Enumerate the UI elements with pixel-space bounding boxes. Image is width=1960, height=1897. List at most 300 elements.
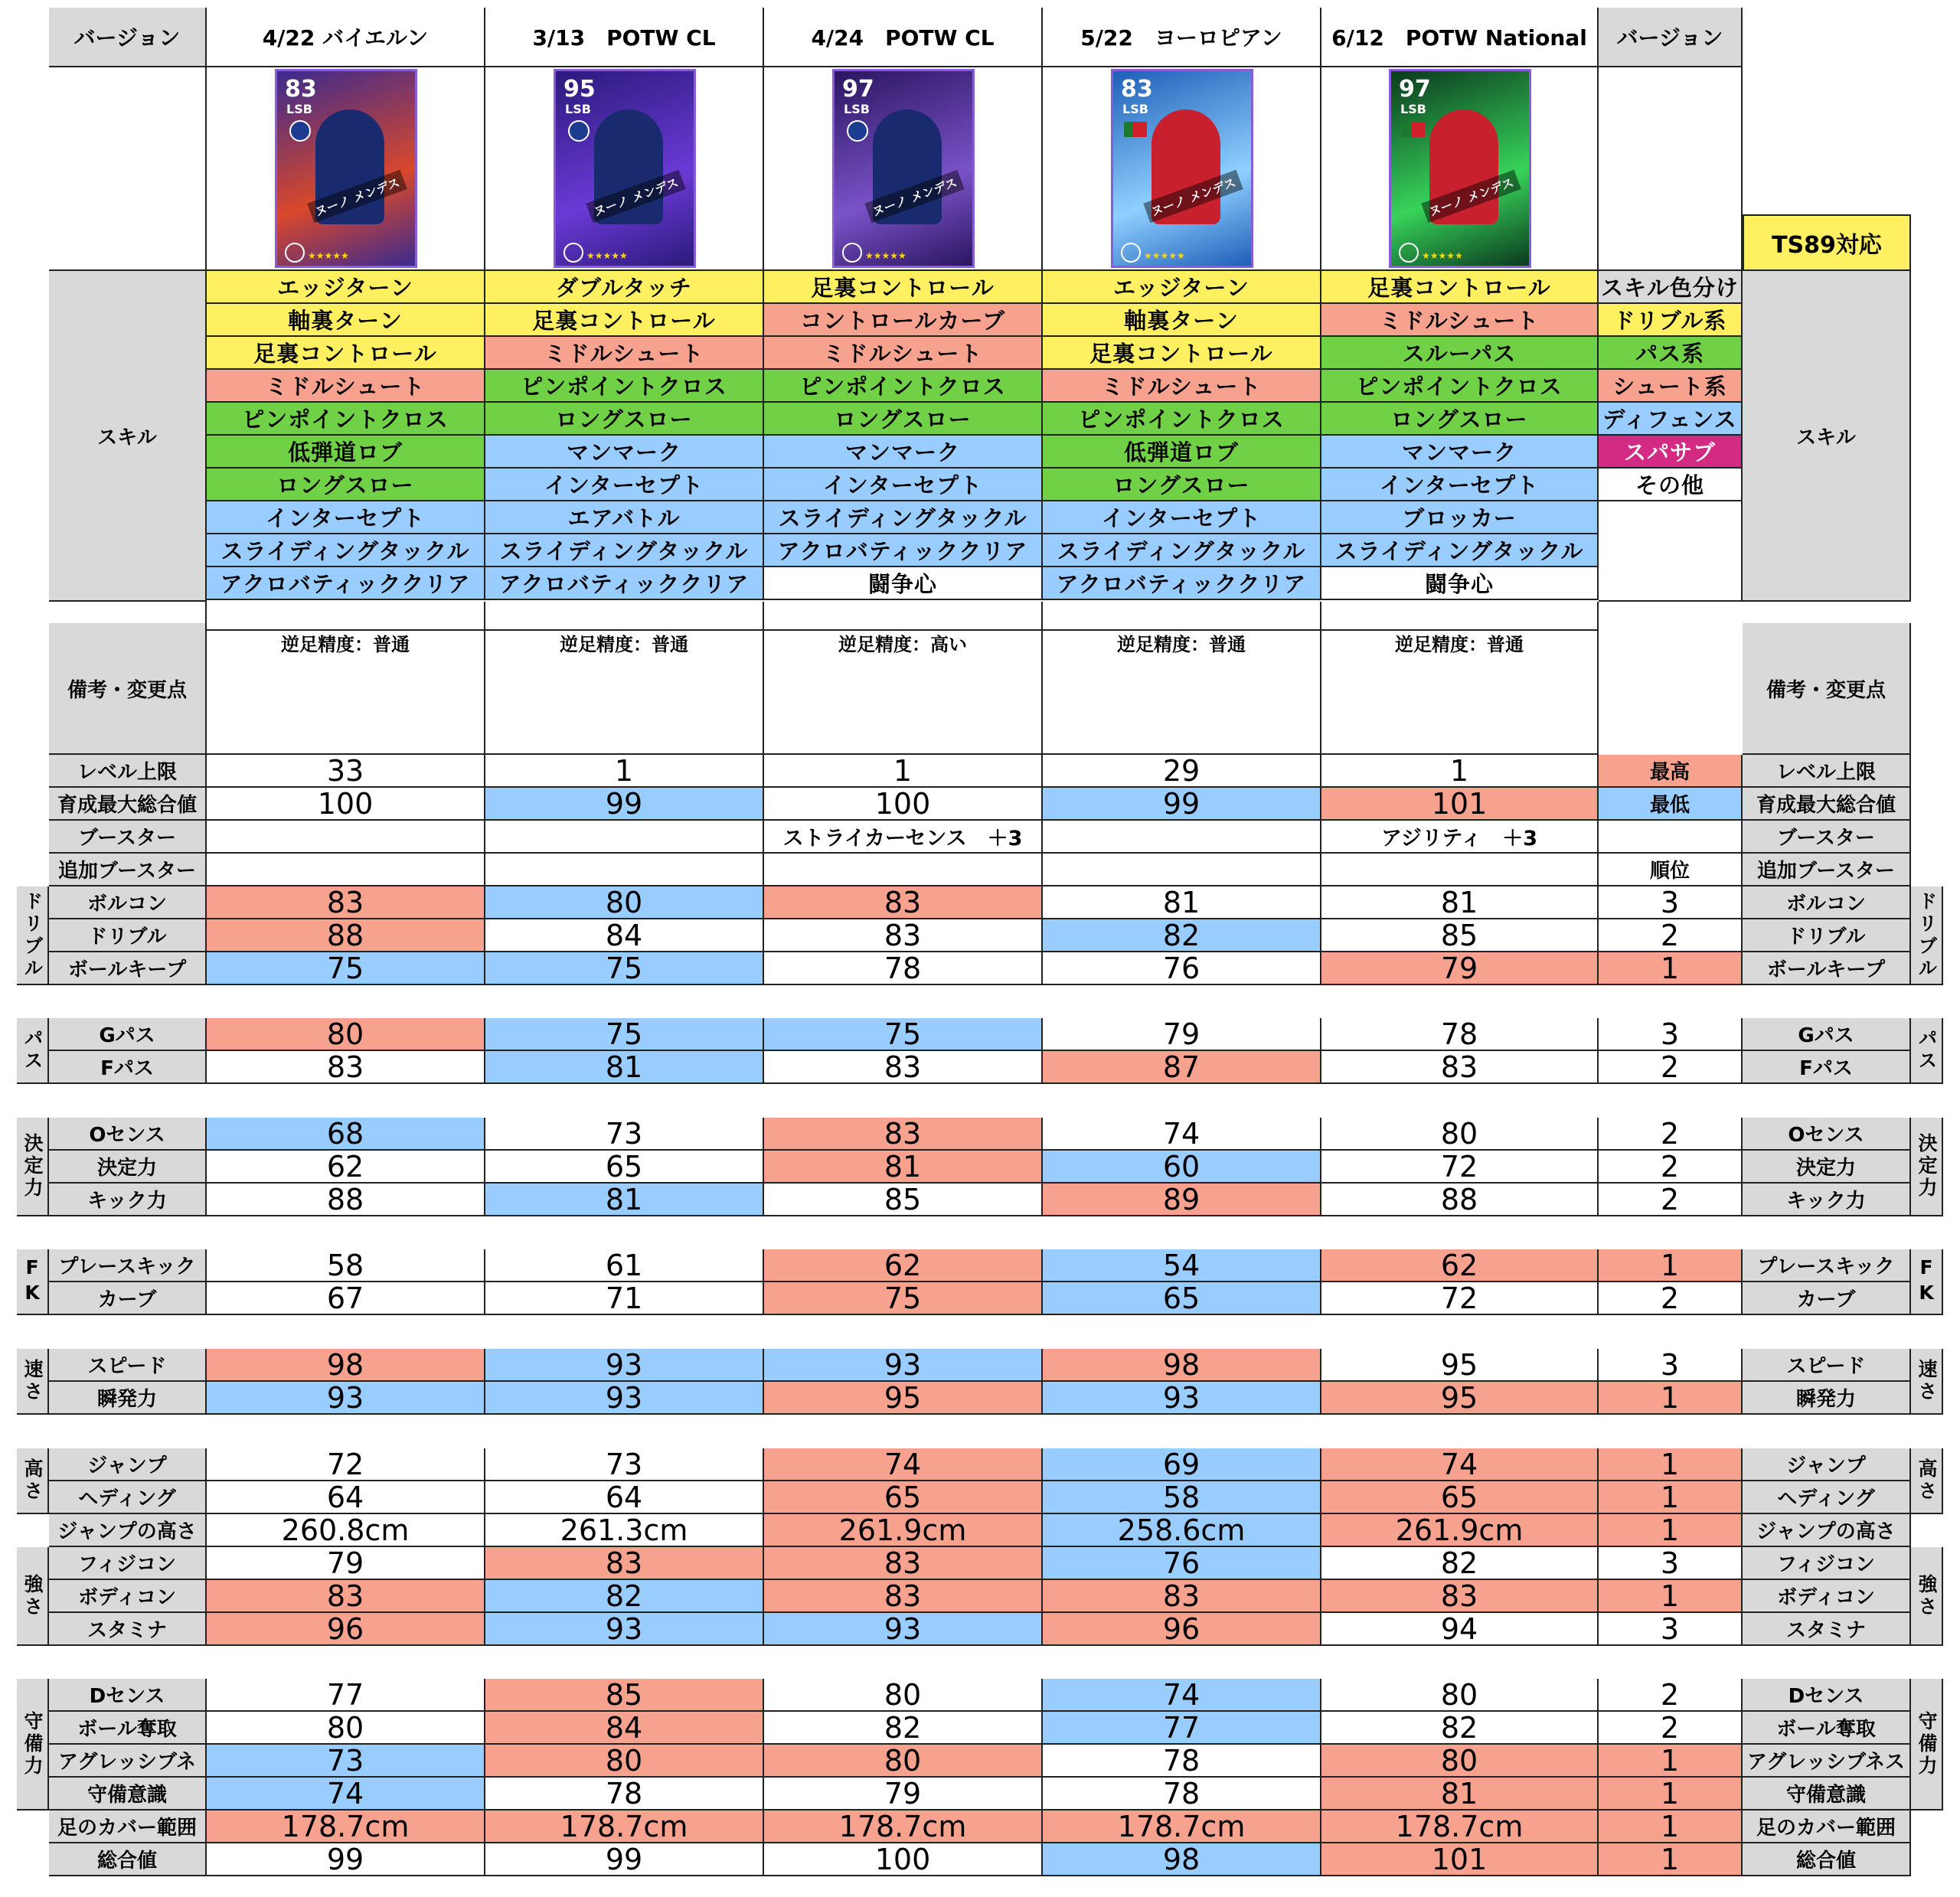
stat-value: 82 bbox=[764, 1712, 1043, 1745]
stat-value: 88 bbox=[1321, 1184, 1599, 1216]
stat-value: 85 bbox=[1321, 919, 1599, 952]
stat-value: 64 bbox=[485, 1481, 764, 1514]
stat-value: 98 bbox=[1043, 1349, 1321, 1382]
stat-label-right: Oセンス bbox=[1743, 1118, 1911, 1151]
stat-value: 83 bbox=[764, 1118, 1043, 1151]
skill-cell: アクロバティッククリア bbox=[764, 534, 1043, 567]
stat-value: 65 bbox=[764, 1481, 1043, 1514]
stat-label-right: 瞬発力 bbox=[1743, 1382, 1911, 1415]
rank-cell: 3 bbox=[1599, 1349, 1743, 1382]
club-crest-icon bbox=[289, 120, 311, 142]
skills-label-left: スキル bbox=[49, 271, 207, 602]
stat-value: 100 bbox=[764, 1843, 1043, 1876]
stat-label: Dセンス bbox=[49, 1679, 207, 1712]
stat-label-right: アグレッシブネス bbox=[1743, 1745, 1911, 1778]
stat-value: 178.7cm bbox=[1043, 1810, 1321, 1843]
group-label-left: 守備力 bbox=[17, 1679, 49, 1810]
skill-legend-item: スキル色分け bbox=[1599, 271, 1743, 304]
version-header: 4/22 バイエルン bbox=[207, 8, 485, 67]
stat-value: 58 bbox=[1043, 1481, 1321, 1514]
value-cell: 1 bbox=[485, 755, 764, 788]
stat-label-right: ボルコン bbox=[1743, 886, 1911, 919]
stat-value: 72 bbox=[1321, 1282, 1599, 1315]
weak-foot-note: 逆足精度：高い bbox=[764, 623, 1043, 755]
value-cell bbox=[1321, 854, 1599, 886]
rank-cell: 2 bbox=[1599, 1151, 1743, 1184]
stat-label: ドリブル bbox=[49, 919, 207, 952]
version-header: 6/12 POTW National bbox=[1321, 8, 1599, 67]
value-cell: 101 bbox=[1321, 788, 1599, 821]
ts89-badge: TS89対応 bbox=[1743, 214, 1911, 271]
group-label-right: パス bbox=[1911, 1018, 1943, 1084]
version-header: 3/13 POTW CL bbox=[485, 8, 764, 67]
value-cell bbox=[764, 854, 1043, 886]
stat-label: Oセンス bbox=[49, 1118, 207, 1151]
stat-value: 80 bbox=[1321, 1679, 1599, 1712]
skill-legend-item: スパサブ bbox=[1599, 436, 1743, 469]
rarity-stars-icon: ★★★★★ bbox=[865, 250, 906, 261]
skill-cell: ピンポイントクロス bbox=[764, 370, 1043, 403]
card-player-name: ヌーノ メンデス bbox=[864, 170, 964, 223]
stat-label-right: キック力 bbox=[1743, 1184, 1911, 1216]
rank-cell: 2 bbox=[1599, 1184, 1743, 1216]
stat-value: 95 bbox=[764, 1382, 1043, 1415]
game-logo-icon bbox=[564, 243, 583, 263]
group-label-left: 速さ bbox=[17, 1349, 49, 1415]
skill-cell: ピンポイントクロス bbox=[1043, 403, 1321, 436]
rank-cell: 2 bbox=[1599, 1118, 1743, 1151]
stat-value: 83 bbox=[764, 1580, 1043, 1613]
stat-value: 74 bbox=[764, 1448, 1043, 1481]
card-row-side bbox=[1599, 67, 1743, 271]
version-header-right: バージョン bbox=[1599, 8, 1743, 67]
stat-label-right: カーブ bbox=[1743, 1282, 1911, 1315]
rank-cell: 1 bbox=[1599, 1448, 1743, 1481]
row-label: レベル上限 bbox=[49, 755, 207, 788]
skill-cell: インターセプト bbox=[485, 469, 764, 501]
skill-cell: 足裏コントロール bbox=[764, 271, 1043, 304]
stat-value: 80 bbox=[207, 1018, 485, 1051]
card-position: LSB bbox=[1122, 102, 1148, 116]
side-cell: 最低 bbox=[1599, 788, 1743, 821]
stat-value: 60 bbox=[1043, 1151, 1321, 1184]
skill-cell: 足裏コントロール bbox=[1321, 271, 1599, 304]
skill-cell: 足裏コントロール bbox=[485, 304, 764, 337]
skill-cell: マンマーク bbox=[764, 436, 1043, 469]
skill-cell: 軸裏ターン bbox=[1043, 304, 1321, 337]
stat-value: 74 bbox=[1043, 1118, 1321, 1151]
stat-value: 261.9cm bbox=[764, 1514, 1043, 1547]
stat-value: 72 bbox=[207, 1448, 485, 1481]
skill-cell: インターセプト bbox=[764, 469, 1043, 501]
stat-label: ボール奪取 bbox=[49, 1712, 207, 1745]
skill-cell: インターセプト bbox=[1321, 469, 1599, 501]
stat-value: 78 bbox=[485, 1778, 764, 1810]
stat-label: Gパス bbox=[49, 1018, 207, 1051]
card-rating: 95 bbox=[564, 76, 596, 103]
skill-cell: ミドルシュート bbox=[485, 337, 764, 370]
skill-legend-item: その他 bbox=[1599, 469, 1743, 501]
stat-label-right: 足のカバー範囲 bbox=[1743, 1810, 1911, 1843]
value-cell: 100 bbox=[764, 788, 1043, 821]
stat-label-right: ヘディング bbox=[1743, 1481, 1911, 1514]
stat-value: 78 bbox=[1043, 1778, 1321, 1810]
stat-value: 79 bbox=[207, 1547, 485, 1580]
stat-value: 78 bbox=[1321, 1018, 1599, 1051]
rarity-stars-icon: ★★★★★ bbox=[586, 250, 628, 261]
row-label: 育成最大総合値 bbox=[49, 788, 207, 821]
stat-value: 74 bbox=[207, 1778, 485, 1810]
game-logo-icon bbox=[842, 243, 862, 263]
notes-label-left: 備考・変更点 bbox=[49, 623, 207, 755]
group-label-left: 高さ bbox=[17, 1448, 49, 1514]
group-label-right: FK bbox=[1911, 1249, 1943, 1315]
stat-value: 75 bbox=[485, 952, 764, 985]
stat-value: 61 bbox=[485, 1249, 764, 1282]
card-rating: 97 bbox=[1399, 76, 1431, 103]
skill-cell: ロングスロー bbox=[764, 403, 1043, 436]
skill-cell: ミドルシュート bbox=[207, 370, 485, 403]
stat-value: 78 bbox=[1043, 1745, 1321, 1778]
rarity-stars-icon: ★★★★★ bbox=[308, 250, 349, 261]
group-label-left: 決定力 bbox=[17, 1118, 49, 1216]
stat-value: 88 bbox=[207, 1184, 485, 1216]
value-cell: 99 bbox=[1043, 788, 1321, 821]
stat-label-right: ジャンプ bbox=[1743, 1448, 1911, 1481]
rank-cell: 1 bbox=[1599, 1580, 1743, 1613]
stat-value: 82 bbox=[1321, 1712, 1599, 1745]
skill-cell: エッジターン bbox=[1043, 271, 1321, 304]
rarity-stars-icon: ★★★★★ bbox=[1144, 250, 1185, 261]
stat-value: 62 bbox=[1321, 1249, 1599, 1282]
card-player-name: ヌーノ メンデス bbox=[586, 170, 685, 223]
skill-cell: ピンポイントクロス bbox=[207, 403, 485, 436]
weak-foot-note: 逆足精度：普通 bbox=[485, 623, 764, 755]
stat-label: アグレッシブネ bbox=[49, 1745, 207, 1778]
stat-value: 62 bbox=[764, 1249, 1043, 1282]
stat-value: 65 bbox=[1043, 1282, 1321, 1315]
version-header: 4/24 POTW CL bbox=[764, 8, 1043, 67]
stat-label: キック力 bbox=[49, 1184, 207, 1216]
value-cell bbox=[1043, 854, 1321, 886]
card-rating: 83 bbox=[1121, 76, 1153, 103]
stat-value: 93 bbox=[764, 1349, 1043, 1382]
stat-value: 81 bbox=[1321, 1778, 1599, 1810]
rank-cell: 2 bbox=[1599, 1051, 1743, 1084]
stat-value: 83 bbox=[207, 1580, 485, 1613]
stat-value: 67 bbox=[207, 1282, 485, 1315]
rank-cell: 2 bbox=[1599, 1282, 1743, 1315]
stat-label: ボールキープ bbox=[49, 952, 207, 985]
value-cell bbox=[485, 854, 764, 886]
stat-value: 87 bbox=[1043, 1051, 1321, 1084]
skill-cell: スライディングタックル bbox=[207, 534, 485, 567]
stat-value: 79 bbox=[764, 1778, 1043, 1810]
skill-cell: 足裏コントロール bbox=[207, 337, 485, 370]
stat-value: 93 bbox=[1043, 1382, 1321, 1415]
skills-label-right: スキル bbox=[1743, 271, 1911, 602]
stat-value: 93 bbox=[485, 1613, 764, 1646]
stat-label: 瞬発力 bbox=[49, 1382, 207, 1415]
stat-value: 83 bbox=[207, 1051, 485, 1084]
player-card-image bbox=[554, 69, 696, 268]
group-label-right: 決定力 bbox=[1911, 1118, 1943, 1216]
stat-value: 82 bbox=[1321, 1547, 1599, 1580]
notes-label-right: 備考・変更点 bbox=[1743, 623, 1911, 755]
rank-cell: 1 bbox=[1599, 1382, 1743, 1415]
stat-label: カーブ bbox=[49, 1282, 207, 1315]
rank-cell: 1 bbox=[1599, 1514, 1743, 1547]
stat-value: 68 bbox=[207, 1118, 485, 1151]
stat-value: 83 bbox=[207, 886, 485, 919]
group-label-left: FK bbox=[17, 1249, 49, 1315]
stat-value: 75 bbox=[485, 1018, 764, 1051]
stat-value: 80 bbox=[485, 886, 764, 919]
skill-cell: ダブルタッチ bbox=[485, 271, 764, 304]
stat-value: 178.7cm bbox=[764, 1810, 1043, 1843]
skill-cell: 低弾道ロブ bbox=[1043, 436, 1321, 469]
stat-label: ボディコン bbox=[49, 1580, 207, 1613]
card-position: LSB bbox=[844, 102, 870, 116]
stat-value: 83 bbox=[1043, 1580, 1321, 1613]
skill-cell: ミドルシュート bbox=[1043, 370, 1321, 403]
skill-cell: ロングスロー bbox=[207, 469, 485, 501]
side-cell bbox=[1599, 821, 1743, 854]
stat-value: 74 bbox=[1321, 1448, 1599, 1481]
skill-legend-item: パス系 bbox=[1599, 337, 1743, 370]
stat-label: フィジコン bbox=[49, 1547, 207, 1580]
stat-value: 77 bbox=[1043, 1712, 1321, 1745]
rank-cell: 1 bbox=[1599, 1745, 1743, 1778]
stat-value: 260.8cm bbox=[207, 1514, 485, 1547]
value-cell: 100 bbox=[207, 788, 485, 821]
stat-label-right: ボール奪取 bbox=[1743, 1712, 1911, 1745]
stat-value: 71 bbox=[485, 1282, 764, 1315]
stat-value: 261.9cm bbox=[1321, 1514, 1599, 1547]
stat-label: 総合値 bbox=[49, 1843, 207, 1876]
skill-cell: インターセプト bbox=[207, 501, 485, 534]
player-card-image bbox=[1389, 69, 1531, 268]
skill-cell: 軸裏ターン bbox=[207, 304, 485, 337]
stat-label-right: スタミナ bbox=[1743, 1613, 1911, 1646]
stat-value: 178.7cm bbox=[1321, 1810, 1599, 1843]
skill-cell: ミドルシュート bbox=[1321, 304, 1599, 337]
skill-cell: 闘争心 bbox=[764, 567, 1043, 600]
skill-cell: インターセプト bbox=[1043, 501, 1321, 534]
game-logo-icon bbox=[1121, 243, 1141, 263]
card-rating: 83 bbox=[285, 76, 317, 103]
stat-value: 83 bbox=[1321, 1580, 1599, 1613]
stat-value: 82 bbox=[1043, 919, 1321, 952]
stat-value: 80 bbox=[207, 1712, 485, 1745]
stat-value: 93 bbox=[485, 1382, 764, 1415]
player-card-image bbox=[832, 69, 975, 268]
stat-value: 83 bbox=[764, 919, 1043, 952]
stat-value: 83 bbox=[485, 1547, 764, 1580]
stat-value: 88 bbox=[207, 919, 485, 952]
row-label: 追加ブースター bbox=[49, 854, 207, 886]
stat-value: 83 bbox=[764, 1051, 1043, 1084]
stat-value: 94 bbox=[1321, 1613, 1599, 1646]
stat-value: 75 bbox=[764, 1018, 1043, 1051]
stat-label-right: 守備意識 bbox=[1743, 1778, 1911, 1810]
nation-flag-icon bbox=[1402, 122, 1425, 137]
skill-legend-item: ディフェンス bbox=[1599, 403, 1743, 436]
skill-cell: 低弾道ロブ bbox=[207, 436, 485, 469]
stat-value: 98 bbox=[1043, 1843, 1321, 1876]
stat-label: 足のカバー範囲 bbox=[49, 1810, 207, 1843]
stat-label-right: Gパス bbox=[1743, 1018, 1911, 1051]
stat-label: ジャンプ bbox=[49, 1448, 207, 1481]
stat-label: スピード bbox=[49, 1349, 207, 1382]
stat-value: 80 bbox=[485, 1745, 764, 1778]
skill-legend-item: ドリブル系 bbox=[1599, 304, 1743, 337]
skill-cell: スライディングタックル bbox=[1043, 534, 1321, 567]
rank-cell: 1 bbox=[1599, 1810, 1743, 1843]
skill-cell: 足裏コントロール bbox=[1043, 337, 1321, 370]
card-player-name: ヌーノ メンデス bbox=[1421, 170, 1521, 223]
stat-label: プレースキック bbox=[49, 1249, 207, 1282]
card-rating: 97 bbox=[842, 76, 874, 103]
card-player-name: ヌーノ メンデス bbox=[307, 170, 407, 223]
card-player-name: ヌーノ メンデス bbox=[1143, 170, 1243, 223]
card-position: LSB bbox=[565, 102, 591, 116]
stat-value: 85 bbox=[485, 1679, 764, 1712]
stat-label: ヘディング bbox=[49, 1481, 207, 1514]
player-card-image bbox=[275, 69, 417, 268]
stat-value: 261.3cm bbox=[485, 1514, 764, 1547]
stat-value: 76 bbox=[1043, 1547, 1321, 1580]
skill-cell: ミドルシュート bbox=[764, 337, 1043, 370]
stat-value: 72 bbox=[1321, 1151, 1599, 1184]
skill-cell: スライディングタックル bbox=[1321, 534, 1599, 567]
rank-cell: 1 bbox=[1599, 1249, 1743, 1282]
value-cell: 1 bbox=[1321, 755, 1599, 788]
stat-value: 78 bbox=[764, 952, 1043, 985]
skill-cell: アクロバティッククリア bbox=[207, 567, 485, 600]
group-label-left: ドリブル bbox=[17, 886, 49, 985]
stat-value: 95 bbox=[1321, 1382, 1599, 1415]
group-label-right: 高さ bbox=[1911, 1448, 1943, 1514]
stat-value: 58 bbox=[207, 1249, 485, 1282]
stat-value: 77 bbox=[207, 1679, 485, 1712]
stat-value: 96 bbox=[1043, 1613, 1321, 1646]
stat-value: 81 bbox=[1321, 886, 1599, 919]
stat-value: 93 bbox=[764, 1613, 1043, 1646]
stat-value: 89 bbox=[1043, 1184, 1321, 1216]
value-cell bbox=[1043, 821, 1321, 854]
stat-label-right: フィジコン bbox=[1743, 1547, 1911, 1580]
skill-cell: スルーパス bbox=[1321, 337, 1599, 370]
value-cell: 29 bbox=[1043, 755, 1321, 788]
rank-cell: 2 bbox=[1599, 1712, 1743, 1745]
rank-cell: 3 bbox=[1599, 1547, 1743, 1580]
row-label-right: 追加ブースター bbox=[1743, 854, 1911, 886]
stat-label-right: ボールキープ bbox=[1743, 952, 1911, 985]
stat-label-right: スピード bbox=[1743, 1349, 1911, 1382]
value-cell bbox=[485, 821, 764, 854]
rank-cell: 2 bbox=[1599, 919, 1743, 952]
row-label: ブースター bbox=[49, 821, 207, 854]
stat-value: 83 bbox=[764, 886, 1043, 919]
nation-flag-icon bbox=[1124, 122, 1147, 137]
rank-cell: 1 bbox=[1599, 1481, 1743, 1514]
value-cell: 33 bbox=[207, 755, 485, 788]
stat-label-right: 総合値 bbox=[1743, 1843, 1911, 1876]
stat-value: 69 bbox=[1043, 1448, 1321, 1481]
stat-value: 85 bbox=[764, 1184, 1043, 1216]
stat-value: 62 bbox=[207, 1151, 485, 1184]
stat-label-right: プレースキック bbox=[1743, 1249, 1911, 1282]
stat-value: 54 bbox=[1043, 1249, 1321, 1282]
stat-value: 99 bbox=[207, 1843, 485, 1876]
stat-value: 64 bbox=[207, 1481, 485, 1514]
skill-cell: アクロバティッククリア bbox=[1043, 567, 1321, 600]
rank-cell: 1 bbox=[1599, 952, 1743, 985]
card-row-label bbox=[49, 67, 207, 271]
stat-value: 80 bbox=[764, 1745, 1043, 1778]
stat-value: 82 bbox=[485, 1580, 764, 1613]
stat-value: 83 bbox=[1321, 1051, 1599, 1084]
weak-foot-note: 逆足精度：普通 bbox=[1321, 623, 1599, 755]
stat-value: 258.6cm bbox=[1043, 1514, 1321, 1547]
rank-cell: 3 bbox=[1599, 886, 1743, 919]
stat-label: 決定力 bbox=[49, 1151, 207, 1184]
skill-cell: エッジターン bbox=[207, 271, 485, 304]
stat-value: 84 bbox=[485, 1712, 764, 1745]
rank-cell: 3 bbox=[1599, 1613, 1743, 1646]
stat-label: 守備意識 bbox=[49, 1778, 207, 1810]
stat-value: 81 bbox=[1043, 886, 1321, 919]
skill-cell: ロングスロー bbox=[485, 403, 764, 436]
value-cell: 1 bbox=[764, 755, 1043, 788]
value-cell bbox=[207, 854, 485, 886]
skill-cell: 闘争心 bbox=[1321, 567, 1599, 600]
stat-value: 99 bbox=[485, 1843, 764, 1876]
stat-value: 65 bbox=[485, 1151, 764, 1184]
game-logo-icon bbox=[285, 243, 305, 263]
game-logo-icon bbox=[1399, 243, 1419, 263]
stat-value: 98 bbox=[207, 1349, 485, 1382]
stat-value: 74 bbox=[1043, 1679, 1321, 1712]
skill-cell: コントロールカーブ bbox=[764, 304, 1043, 337]
weak-foot-note: 逆足精度：普通 bbox=[1043, 623, 1321, 755]
club-crest-icon bbox=[847, 120, 868, 142]
group-label-right: 守備力 bbox=[1911, 1679, 1943, 1810]
skill-cell: ロングスロー bbox=[1321, 403, 1599, 436]
stat-label-right: Dセンス bbox=[1743, 1679, 1911, 1712]
rank-cell: 3 bbox=[1599, 1018, 1743, 1051]
value-cell bbox=[207, 821, 485, 854]
stat-value: 76 bbox=[1043, 952, 1321, 985]
value-cell: ストライカーセンス ＋3 bbox=[764, 821, 1043, 854]
rank-cell: 2 bbox=[1599, 1679, 1743, 1712]
stat-value: 83 bbox=[764, 1547, 1043, 1580]
card-position: LSB bbox=[1400, 102, 1426, 116]
skill-cell: ロングスロー bbox=[1043, 469, 1321, 501]
skill-cell: アクロバティッククリア bbox=[485, 567, 764, 600]
stat-label: Fパス bbox=[49, 1051, 207, 1084]
stat-value: 84 bbox=[485, 919, 764, 952]
rarity-stars-icon: ★★★★★ bbox=[1422, 250, 1463, 261]
stat-value: 73 bbox=[485, 1448, 764, 1481]
stat-label-right: ボディコン bbox=[1743, 1580, 1911, 1613]
player-card-image bbox=[1111, 69, 1253, 268]
group-label-left: 強さ bbox=[17, 1547, 49, 1646]
stat-value: 93 bbox=[485, 1349, 764, 1382]
version-header-left: バージョン bbox=[49, 8, 207, 67]
skill-cell: ピンポイントクロス bbox=[1321, 370, 1599, 403]
